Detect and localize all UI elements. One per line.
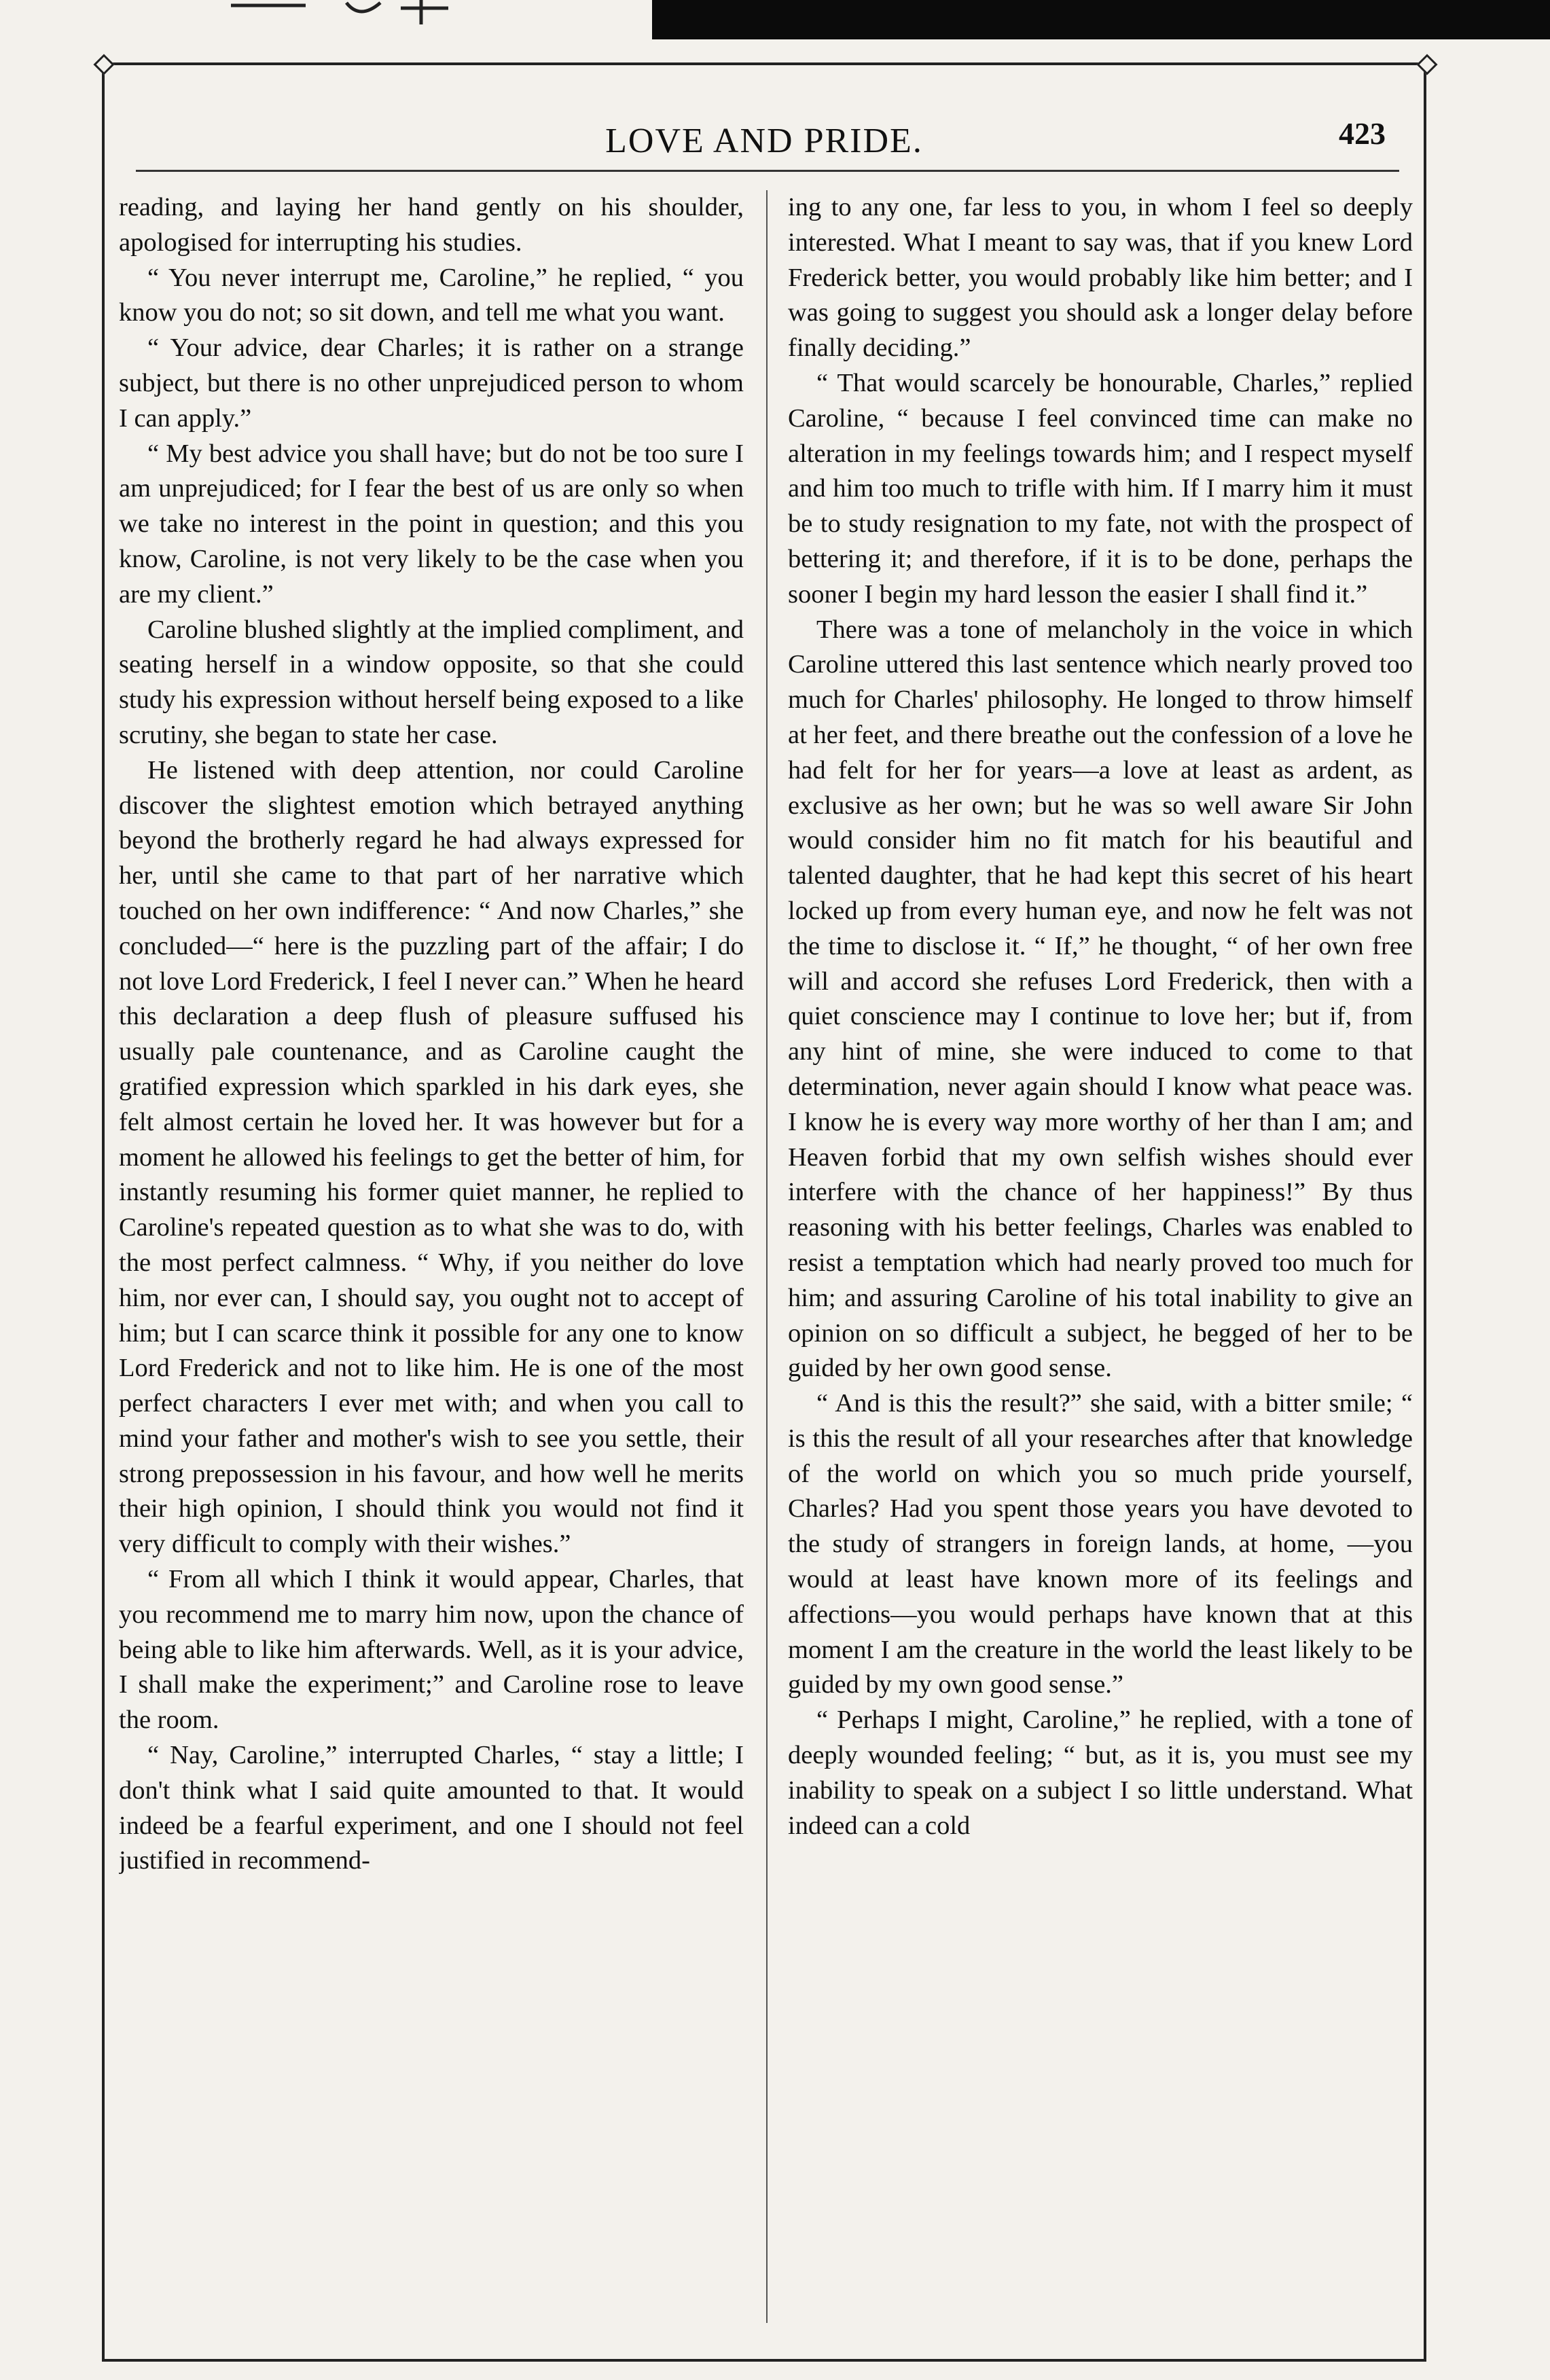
paragraph: “ My best advice you shall have; but do not be too sure I am unprejudiced; for I fear the best of us are only so when we take no interest in the point in question; and this you know, Caroline, is not very likely to be the case when you are my client.”	[119, 439, 744, 609]
left-text-column	[119, 190, 744, 2330]
paragraph: Caroline blushed slightly at the implied compliment, and seating herself in a window opposite, so that she could study his expression without herself being exposed to a like scrutiny, she began to state her case.	[119, 615, 744, 749]
column-divider	[766, 190, 768, 2323]
paragraph: “ And is this the result?” she said, with a bitter smile; “ is this the result of all your researches after that knowledge of the world on which you so much pride yourself, Charles? Had you spent those years you have devoted to the study of strangers in foreign lands, at home, —you would at least have known more of its feelings and affections—you would perhaps have known that at this moment I am the creature in the world the least likely to be guided by my own good sense.”	[788, 1389, 1413, 1699]
paragraph: “ Perhaps I might, Caroline,” he replied, with a tone of deeply wounded feeling; “ but, as it is, you must see my inability to speak on a subject I so little understand. What indeed can a cold	[788, 1706, 1413, 1840]
paragraph: “ You never interrupt me, Caroline,” he replied, “ you know you do not; so sit down, and tell me what you want.	[119, 263, 744, 327]
page-number: 423	[1339, 116, 1386, 151]
paragraph: ing to any one, far less to you, in whom I feel so deeply interested. What I meant to say was, that if you knew Lord Frederick better, you would probably like him better; and I was going to suggest you should ask a longer delay before finally deciding.”	[788, 193, 1413, 363]
paragraph: “ That would scarcely be honourable, Charles,” replied Caroline, “ because I feel convinced time can make no alteration in my feelings towards him; and I respect myself and him too much to trifle with him. If I marry him it must be to study resignation to my fate, not with the prospect of bettering it; and therefore, if it is to be done, perhaps the sooner I begin my hard lesson the easier I shall find it.”	[788, 368, 1413, 609]
page-header	[102, 109, 1426, 163]
right-text-column	[788, 190, 1413, 2330]
paragraph: “ Nay, Caroline,” interrupted Charles, “ stay a little; I don't think what I said quite amounted to that. It would indeed be a fearful experiment, and one I should not feel justified in recommend-	[119, 1741, 744, 1875]
paragraph: “ From all which I think it would appear, Charles, that you recommend me to marry him now, upon the chance of being able to like him afterwards. Well, as it is your advice, I shall make the experiment;” and Caroline rose to leave the room.	[119, 1565, 744, 1735]
paragraph: reading, and laying her hand gently on his shoulder, apologised for interrupting his studies.	[119, 193, 744, 257]
paragraph: There was a tone of melancholy in the voice in which Caroline uttered this last sentence which nearly proved too much for Charles' philosophy. He longed to throw himself at her feet, and there breathe out the confession of a love he had felt for her for years—a love at least as ardent, as exclusive as her own; but he was so well aware Sir John would consider him no fit match for his beautiful and talented daughter, that he had kept this secret of his heart locked up from every human eye, and now he felt was not the time to disclose it. “ If,” he thought, “ of her own free will and accord she refuses Lord Frederick, then with a quiet conscience may I continue to love her; but if, from any hint of mine, she were induced to come to that determination, never again should I know what peace was. I know he is every way more worthy of her than I am; and Heaven forbid that my own selfish wishes should ever interfere with the chance of her happiness!” By thus reasoning with his better feelings, Charles was enabled to resist a temptation which had nearly proved too much for him; and assuring Caroline of his total inability to give an opinion on so difficult a subject, he begged of her to be guided by her own good sense.	[788, 615, 1413, 1383]
paragraph: He listened with deep attention, nor could Caroline discover the slightest emotion which betrayed anything beyond the brotherly regard he had always expressed for her, until she came to that part of her narrative which touched on her own indifference: “ And now Charles,” she concluded—“ here is the puzzling part of the affair; I do not love Lord Frederick, I feel I never can.” When he heard this declaration a deep flush of pleasure suffused his usually pale countenance, and as Caroline caught the gratified expression which sparkled in his dark eyes, she felt almost certain he loved her. It was however but for a moment he allowed his feelings to get the better of him, for instantly resuming his former quiet manner, he replied to Caroline's repeated question as to what she was to do, with the most perfect calmness. “ Why, if you neither do love him, nor ever can, I should say, you ought not to accept of him; but I can scarce think it possible for any one to know Lord Frederick and not to like him. He is one of the most perfect characters I ever met with; and when you call to mind your father and mother's wish to see you settle, their strong prepossession in his favour, and how well he merits their high opinion, I should think you would not find it very difficult to comply with their wishes.”	[119, 755, 744, 1559]
running-title: LOVE AND PRIDE.	[605, 122, 923, 160]
header-rule	[136, 170, 1399, 172]
paragraph: “ Your advice, dear Charles; it is rather on a strange subject, but there is no other unprejudiced person to whom I can apply.”	[119, 333, 744, 433]
scan-ink-mark	[224, 0, 469, 27]
scan-dark-edge	[652, 0, 1550, 39]
